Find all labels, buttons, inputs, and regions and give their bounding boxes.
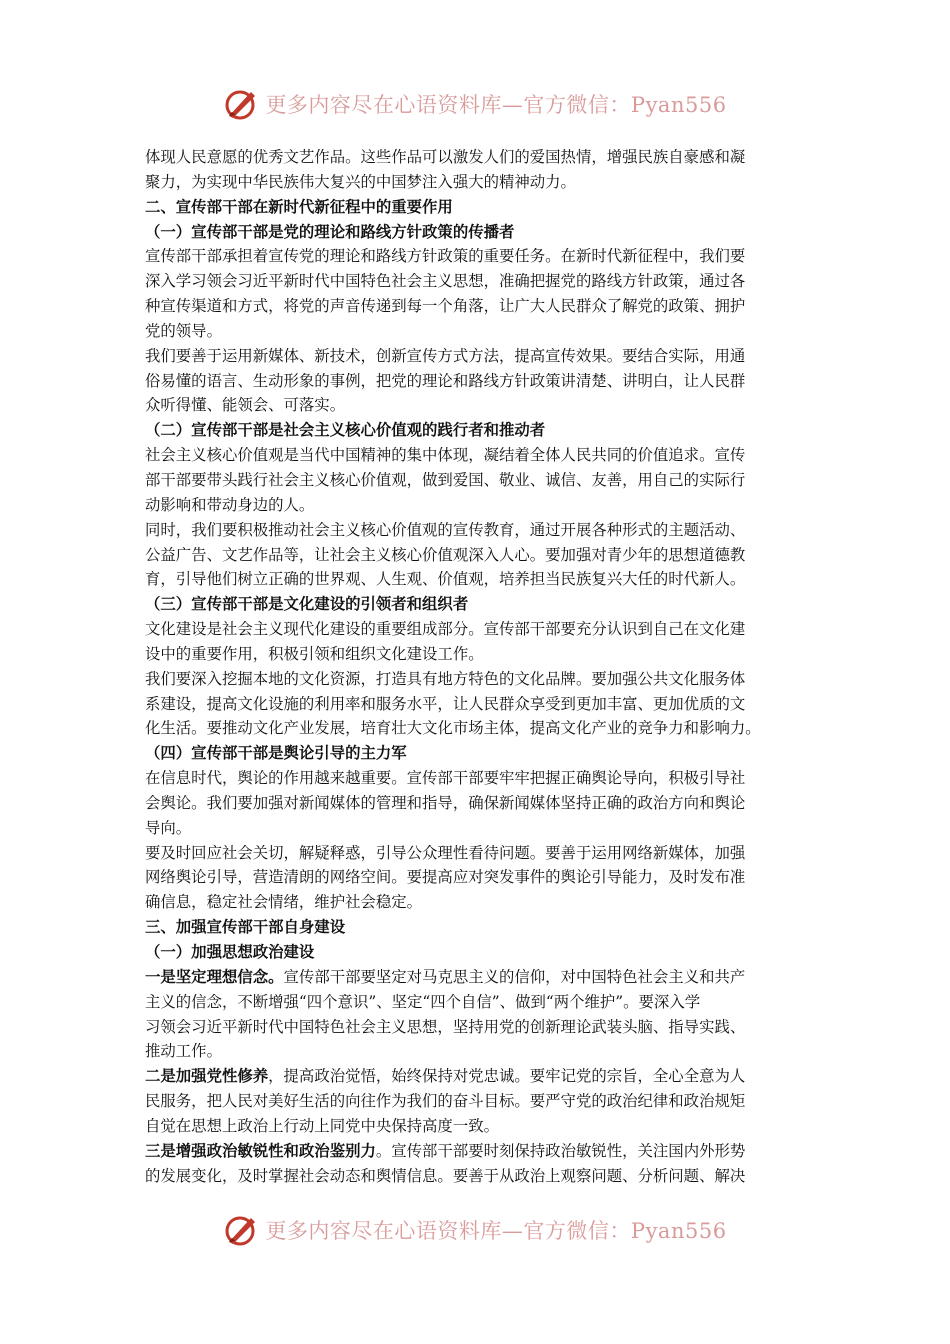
text-line [145,1064,807,1089]
body-text: 的发展变化，及时掌握社会动态和舆情信息。要善于从政治上观察问题、分析问题、解决 [145,1166,746,1185]
text-line [145,667,807,692]
pen-logo-icon [223,1212,259,1248]
text-line [145,393,807,418]
banner-text: 更多内容尽在心语资料库—官方微信：Pyan556 [265,93,727,117]
text-line [145,1089,807,1114]
text-line [145,716,807,741]
text-line [145,344,807,369]
bold-text: （二）宣传部干部是社会主义核心价值观的践行者和推动者 [145,421,546,440]
body-text: 同时，我们要积极推动社会主义核心价值观的宣传教育，通过开展各种形式的主题活动、 [145,520,746,539]
text-line [145,1015,807,1040]
body-text: 自觉在思想上政治上行动上同党中央保持高度一致。 [145,1116,499,1135]
body-text: 深入学习领会习近平新时代中国特色社会主义思想，准确把握党的路线方针政策，通过各 [145,272,746,291]
bold-text: 三、加强宣传部干部自身建设 [145,918,346,937]
text-line [145,617,807,642]
text-line [145,865,807,890]
text-line [145,443,807,468]
bold-text: （一）宣传部干部是党的理论和路线方针政策的传播者 [145,222,515,241]
bold-text: （三）宣传部干部是文化建设的引领者和组织者 [145,595,469,614]
body-text: 种宣传渠道和方式，将党的声音传递到每一个角落，让广大人民群众了解党的政策、拥护 [145,297,746,316]
text-line [145,1139,807,1164]
text-line [145,990,807,1015]
body-text: 设中的重要作用，积极引领和组织文化建设工作。 [145,644,484,663]
body-text: 体现人民意愿的优秀文艺作品。这些作品可以激发人们的爱国热情，增强民族自豪感和凝 [145,148,746,166]
body-text: 俗易懂的语言、生动形象的事例，把党的理论和路线方针政策讲清楚、讲明白，让人民群 [145,371,746,390]
body-text: 化生活。要推动文化产业发展，培育壮大文化市场主体，提高文化产业的竞争力和影响力。 [145,719,761,738]
text-line [145,692,807,717]
body-text: 动影响和带动身边的人。 [145,495,315,514]
text-line [145,965,807,990]
body-text: 文化建设是社会主义现代化建设的重要组成部分。宣传部干部要充分认识到自己在文化建 [145,620,746,639]
text-line [145,791,807,816]
text-line [145,841,807,866]
text-line [145,567,807,592]
bold-text: 一是坚定理想信念。 [145,967,284,986]
text-line [145,890,807,915]
text-line [145,543,807,568]
body-text: 育，引导他们树立正确的世界观、人生观、价值观，培养担当民族复兴大任的时代新人。 [145,570,746,589]
text-line [145,1164,807,1189]
body-text: 公益广告、文艺作品等，让社会主义核心价值观深入人心。要加强对青少年的思想道德教 [145,545,746,564]
text-line [145,145,807,170]
body-text: 宣传部干部承担着宣传党的理论和路线方针政策的重要任务。在新时代新征程中，我们要 [145,247,746,266]
body-text: 。宣传部干部要时刻保持政治敏锐性，关注国内外形势 [375,1141,746,1160]
text-line [145,1114,807,1139]
text-line [145,518,807,543]
body-text: 社会主义核心价值观是当代中国精神的集中体现，凝结着全体人民共同的价值追求。宣传 [145,446,746,465]
body-text: 党的领导。 [145,321,222,340]
body-text: 推动工作。 [145,1042,222,1061]
bold-text: （一）加强思想政治建设 [145,943,315,961]
body-text: 我们要深入挖掘本地的文化资源，打造具有地方特色的文化品牌。要加强公共文化服务体 [145,669,746,688]
text-line [145,269,807,294]
banner-text: 更多内容尽在心语资料库—官方微信：Pyan556 [265,1219,727,1243]
text-line [145,369,807,394]
text-line [145,940,807,965]
text-line [145,170,807,195]
body-text: 部干部要带头践行社会主义核心价值观，做到爱国、敬业、诚信、友善，用自己的实际行 [145,470,746,489]
header-banner [0,84,950,124]
body-text: 要及时回应社会关切，解疑释惑，引导公众理性看待问题。要善于运用网络新媒体，加强 [145,843,746,862]
text-line [145,294,807,319]
footer-banner [0,1210,950,1250]
body-text: 众听得懂、能领会、可落实。 [145,396,346,415]
text-line [145,418,807,443]
text-line [145,592,807,617]
text-line [145,816,807,841]
body-text: 宣传部干部要坚定对马克思主义的信仰，对中国特色社会主义和共产 [283,967,746,986]
text-line [145,493,807,518]
body-text: 在信息时代，舆论的作用越来越重要。宣传部干部要牢牢把握正确舆论导向，积极引导社 [145,769,746,788]
body-text: 民服务，把人民对美好生活的向往作为我们的奋斗目标。要严守党的政治纪律和政治规矩 [145,1092,746,1111]
text-line [145,1039,807,1064]
text-line [145,766,807,791]
text-line [145,195,807,220]
bold-text: 二、宣传部干部在新时代新征程中的重要作用 [145,197,453,216]
body-text: 网络舆论引导，营造清朗的网络空间。要提高应对突发事件的舆论引导能力，及时发布准 [145,868,746,887]
text-line [145,319,807,344]
body-text: 习领会习近平新时代中国特色社会主义思想，坚持用党的创新理论武装头脑、指导实践、 [145,1017,746,1036]
text-line [145,915,807,940]
text-line [145,642,807,667]
body-text: 确信息，稳定社会情绪，维护社会稳定。 [145,893,423,912]
text-line [145,220,807,245]
pen-logo-icon [223,86,259,122]
bold-text: 三是增强政治敏锐性和政治鉴别力 [145,1141,376,1160]
document-body [145,145,807,1188]
body-text: 我们要善于运用新媒体、新技术，创新宣传方式方法，提高宣传效果。要结合实际，用通 [145,346,746,365]
text-line [145,244,807,269]
bold-text: 二是加强党性修养 [145,1067,269,1086]
text-line [145,741,807,766]
body-text: 系建设，提高文化设施的利用率和服务水平，让人民群众享受到更加丰富、更加优质的文 [145,694,746,713]
body-text: 会舆论。我们要加强对新闻媒体的管理和指导，确保新闻媒体坚持正确的政治方向和舆论 [145,793,746,812]
body-text: 主义的信念，不断增强“四个意识”、坚定“四个自信”、做到“两个维护”。要深入学 [145,992,701,1011]
body-text: 聚力，为实现中华民族伟大复兴的中国梦注入强大的精神动力。 [145,172,576,191]
body-text: ，提高政治觉悟，始终保持对党忠诚。要牢记党的宗旨，全心全意为人 [268,1067,746,1086]
text-line [145,468,807,493]
body-text: 导向。 [145,818,192,837]
bold-text: （四）宣传部干部是舆论引导的主力军 [145,744,407,763]
